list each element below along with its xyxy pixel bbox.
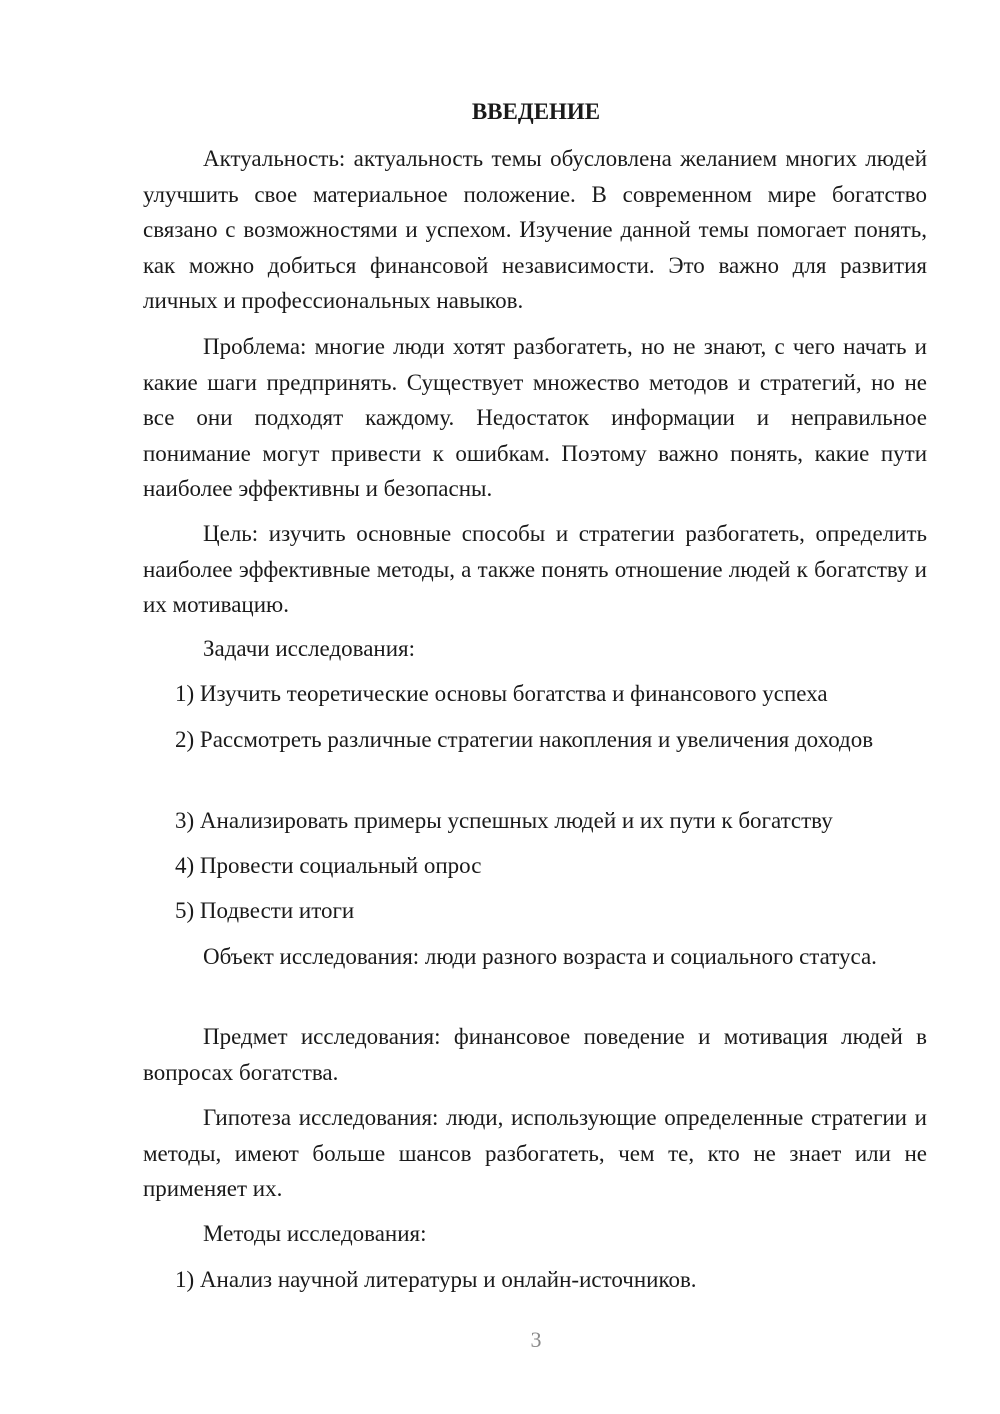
paragraph-methods-heading: Методы исследования: xyxy=(203,1221,427,1246)
task-item-1: 1) Изучить теоретические основы богатства и финансового успеха xyxy=(175,681,828,706)
paragraph-problem: Проблема: многие люди хотят разбогатеть, но не знают, с чего начать и какие шаги предпринять. Существует множество методов и стратегий, но не все они подходят каждому. Недостаток информации и неправильное понимание могут привести к ошибкам. Поэтому важно понять, какие пути наиболее эффективны и безопасны. xyxy=(143,334,927,501)
task-item-5: 5) Подвести итоги xyxy=(175,898,355,923)
method-item-1: 1) Анализ научной литературы и онлайн-источников. xyxy=(175,1267,697,1292)
page-title: ВВЕДЕНИЕ xyxy=(471,99,601,124)
task-item-2: 2) Рассмотреть различные стратегии накопления и увеличения доходов xyxy=(175,727,874,752)
paragraph-hypothesis: Гипотеза исследования: люди, использующие определенные стратегии и методы, имеют больше шансов разбогатеть, чем те, кто не знает или не применяет их. xyxy=(143,1105,927,1201)
paragraph-object: Объект исследования: люди разного возраста и социального статуса. xyxy=(203,944,877,969)
paragraph-tasks-heading: Задачи исследования: xyxy=(203,636,416,661)
task-item-4: 4) Провести социальный опрос xyxy=(175,853,482,878)
task-item-3: 3) Анализировать примеры успешных людей и их пути к богатству xyxy=(175,808,833,833)
paragraph-relevance: Актуальность: актуальность темы обусловлена желанием многих людей улучшить свое материальное положение. В современном мире богатство связано с возможностями и успехом. Изучение данной темы помогает понять, как можно добиться финансовой независимости. Это важно для развития личных и профессиональных навыков. xyxy=(143,146,927,313)
paragraph-goal: Цель: изучить основные способы и стратегии разбогатеть, определить наиболее эффективные методы, а также понять отношение людей к богатству и их мотивацию. xyxy=(143,521,927,617)
page-number: 3 xyxy=(530,1327,542,1352)
paragraph-subject: Предмет исследования: финансовое поведение и мотивация людей в вопросах богатства. xyxy=(143,1024,927,1085)
